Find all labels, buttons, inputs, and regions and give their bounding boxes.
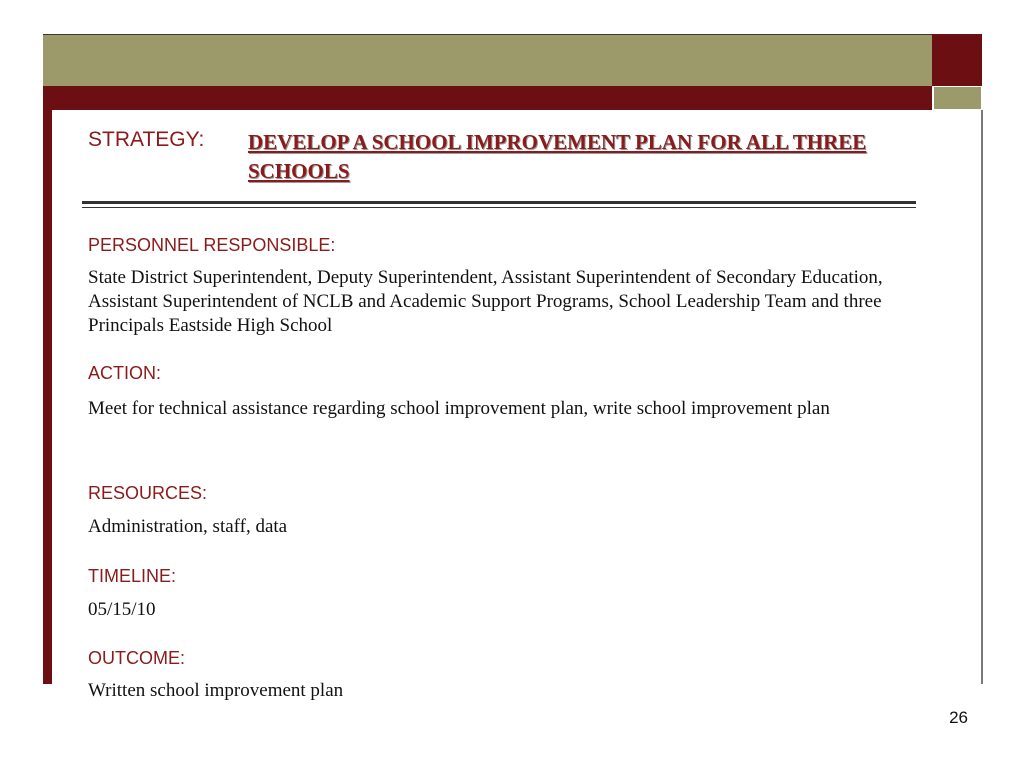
personnel-body: State District Superintendent, Deputy Superintendent, Assistant Superintendent of Secondary Education, Assistant Superintendent of NCLB and Academic Support Programs, School Leadership Team and three Principals Eastside High School bbox=[88, 267, 883, 336]
page-number: 26 bbox=[949, 708, 968, 727]
outcome-body: Written school improvement plan bbox=[88, 680, 344, 701]
left-accent-bar bbox=[43, 110, 52, 684]
header-band-olive bbox=[43, 34, 932, 87]
corner-block-olive bbox=[934, 87, 981, 109]
timeline-heading: TIMELINE: bbox=[88, 566, 177, 586]
title-text: DEVELOP A SCHOOL IMPROVEMENT PLAN FOR ALL THREE SCHOOLS bbox=[248, 130, 867, 183]
timeline-body: 05/15/10 bbox=[88, 599, 156, 620]
resources-heading: RESOURCES: bbox=[88, 483, 208, 503]
resources-body: Administration, staff, data bbox=[88, 516, 288, 537]
action-body: Meet for technical assistance regarding school improvement plan, write school improvement plan bbox=[88, 398, 830, 419]
right-border-line bbox=[981, 110, 983, 684]
title-label: STRATEGY: bbox=[88, 128, 205, 151]
header-band-maroon bbox=[43, 86, 932, 110]
outcome-heading: OUTCOME: bbox=[88, 648, 185, 668]
title-divider bbox=[82, 201, 916, 208]
personnel-heading: PERSONNEL RESPONSIBLE: bbox=[88, 235, 336, 255]
corner-block-maroon bbox=[932, 34, 982, 86]
action-heading: ACTION: bbox=[88, 363, 162, 383]
